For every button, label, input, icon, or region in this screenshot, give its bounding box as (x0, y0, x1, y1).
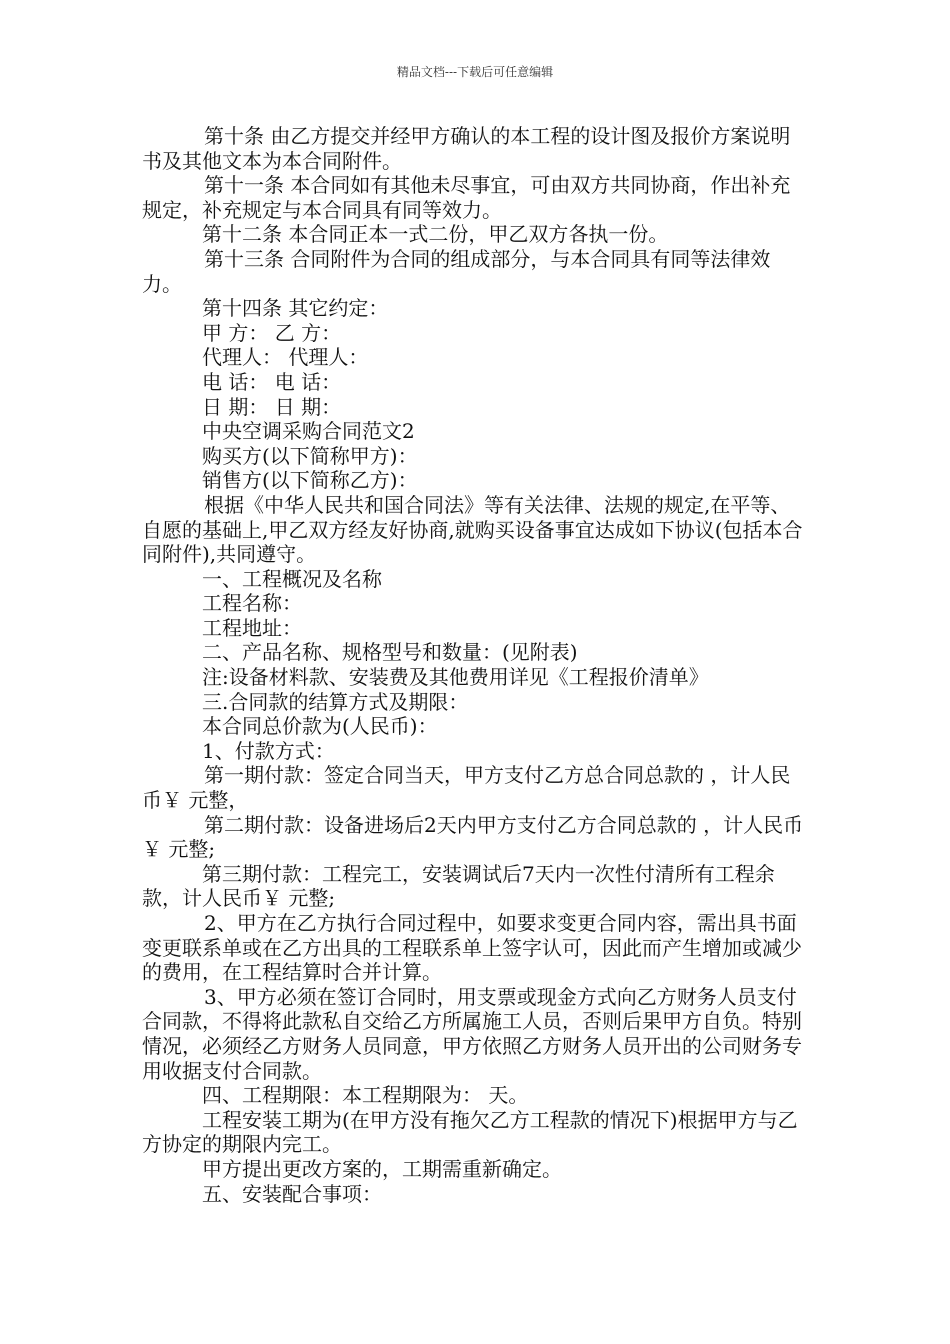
clause-heading-3: 三.合同款的结算方式及期限： (202, 689, 469, 714)
payment-phase-1: 第一期付款：签定合同当天，甲方支付乙方总合同总款的 ，计人民币￥ 元整， (142, 763, 791, 813)
schedule-change-line: 甲方提出更改方案的，工期需重新确定。 (202, 1156, 562, 1181)
clause-heading-5: 五、安装配合事项： (202, 1181, 382, 1206)
section-title: 中央空调采购合同范文2 (202, 419, 415, 444)
clause-heading-4: 四、工程期限：本工程期限为： 天。 (202, 1083, 529, 1108)
total-price-line: 本合同总价款为(人民币)： (202, 714, 438, 739)
installation-period-paragraph: 工程安装工期为(在甲方没有拖欠乙方工程款的情况下)根据甲方与乙方协定的期限内完工。 (142, 1107, 798, 1157)
payment-method-heading: 1、付款方式： (202, 738, 335, 763)
page-header: 精品文档---下载后可任意编辑 (396, 65, 554, 79)
payment-phase-2: 第二期付款：设备进场后2天内甲方支付乙方合同总款的 ，计人民币￥ 元整; (142, 812, 804, 862)
article-12: 第十二条 本合同正本一式二份，甲乙双方各执一份。 (202, 222, 669, 247)
article-10: 第十条 由乙方提交并经甲方确认的本工程的设计图及报价方案说明书及其他文本为本合同附件。 (142, 124, 791, 173)
document-body (142, 124, 808, 1206)
article-13: 第十三条 合同附件为合同的组成部分，与本合同具有同等法律效力。 (142, 246, 771, 296)
article-11: 第十一条 本合同如有其他未尽事宜，可由双方共同协商，作出补充规定，补充规定与本合同具有同等效力。 (142, 173, 791, 222)
preamble-paragraph: 根据《中华人民共和国合同法》等有关法律、法规的规定,在平等、自愿的基础上,甲乙双方经友好协商,就购买设备事宜达成如下协议(包括本合同附件),共同遵守。 (142, 492, 803, 567)
signature-phone-line: 电 话： 电 话： (202, 369, 342, 394)
buyer-line: 购买方(以下简称甲方)： (202, 443, 418, 468)
signature-party-line: 甲 方： 乙 方： (202, 320, 342, 345)
payment-clause-3: 3、甲方必须在签订合同时，用支票或现金方式向乙方财务人员支付合同款，不得将此款私自交给乙方所属施工人员，否则后果甲方自负。特别情况，必须经乙方财务人员同意，甲方依照乙方财务人员开出的公司财务专用收据支付合同款。 (142, 984, 802, 1083)
seller-line: 销售方(以下简称乙方)： (202, 468, 418, 493)
note-line: 注:设备材料款、安装费及其他费用详见《工程报价清单》 (202, 665, 709, 690)
project-name-line: 工程名称： (202, 591, 302, 616)
payment-phase-3: 第三期付款：工程完工，安装调试后7天内一次性付清所有工程余款，计人民币￥ 元整; (142, 861, 775, 911)
signature-agent-line: 代理人： 代理人： (202, 345, 369, 370)
signature-date-line: 日 期： 日 期： (202, 394, 342, 419)
clause-heading-2: 二、产品名称、规格型号和数量：(见附表) (202, 640, 578, 665)
project-address-line: 工程地址： (202, 615, 302, 640)
clause-heading-1: 一、工程概况及名称 (202, 566, 382, 591)
article-14: 第十四条 其它约定： (202, 296, 389, 321)
payment-clause-2: 2、甲方在乙方执行合同过程中，如要求变更合同内容，需出具书面变更联系单或在乙方出具的工程联系单上签字认可，因此而产生增加或减少的费用，在工程结算时合并计算。 (142, 911, 802, 985)
